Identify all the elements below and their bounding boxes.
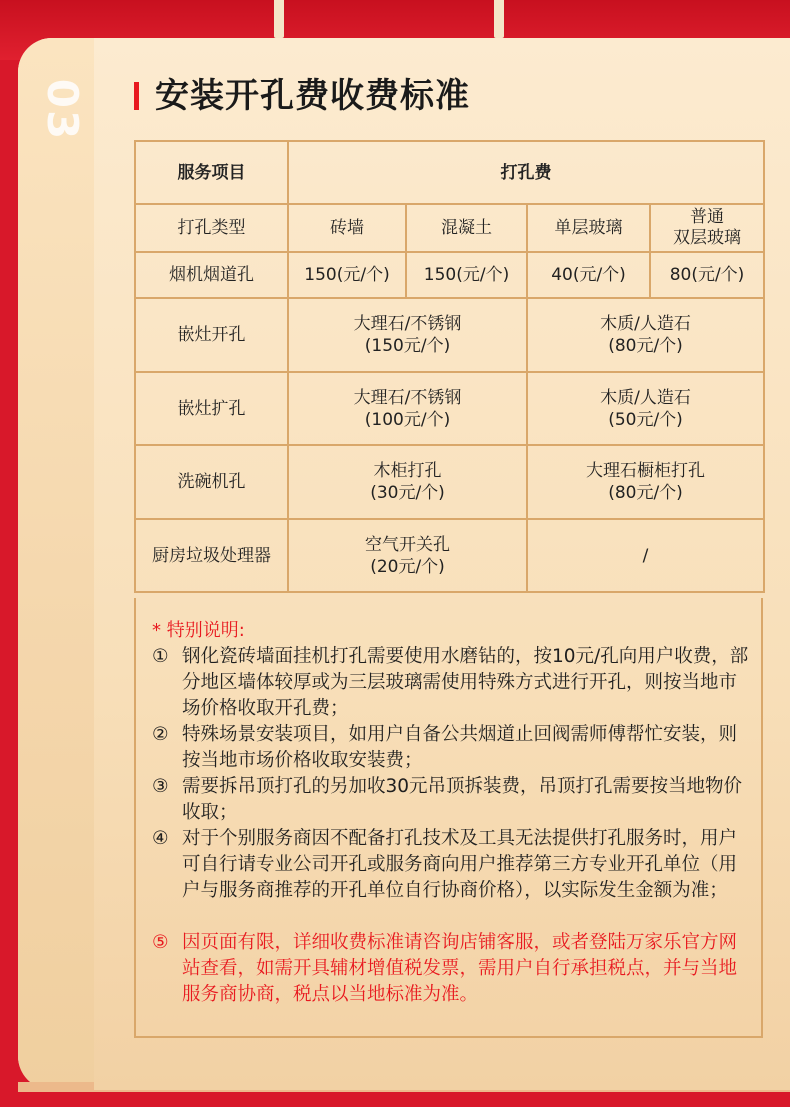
note-item [152,644,752,722]
table-subheader-row [135,204,764,252]
row-label: 厨房垃圾处理器 [135,519,288,592]
subheader-cell: 砖墙 [288,204,406,252]
side-strip [18,38,94,1090]
ribbon-line [494,0,504,38]
table-cell: 大理石/不锈钢 (100元/个) [288,372,527,445]
row-label: 洗碗机孔 [135,445,288,519]
note-text: 对于个别服务商因不配备打孔技术及工具无法提供打孔服务时，用户可自行请专业公司开孔或服务商向用户推荐第三方专业开孔单位（用户与服务商推荐的开孔单位自行协商价格），以实际发生金额为准； [182,828,738,901]
table-cell: 空气开关孔 (20元/个) [288,519,527,592]
subheader-cell: 打孔类型 [135,204,288,252]
fee-table [134,140,765,593]
table-row [135,519,764,592]
table-cell: 木质/人造石 (80元/个) [527,298,764,372]
table-row [135,298,764,372]
table-row [135,372,764,445]
note-number: ① [152,646,169,667]
table-header-row [135,141,764,204]
table-cell: 大理石/不锈钢 (150元/个) [288,298,527,372]
header-drilling-fee: 打孔费 [288,141,764,204]
table-cell: 40(元/个) [527,252,650,298]
note-text: 因页面有限，详细收费标准请咨询店铺客服，或者登陆万家乐官方网站查看，如需开具辅材增值税发票，需用户自行承担税点，并与当地服务商协商，税点以当地标准为准。 [182,932,738,1005]
notes-box [134,598,763,1038]
table-cell: 木柜打孔 (30元/个) [288,445,527,519]
title-accent-bar [134,82,139,110]
page-title: 安装开孔费收费标准 [155,76,470,116]
note-item [152,826,752,904]
subheader-cell: 普通 双层玻璃 [650,204,764,252]
table-cell: 木质/人造石 (50元/个) [527,372,764,445]
note-item [152,722,752,774]
notes-title: * 特别说明: [152,620,245,641]
table-row [135,252,764,298]
subheader-cell: 单层玻璃 [527,204,650,252]
table-row [135,445,764,519]
row-label: 嵌灶开孔 [135,298,288,372]
note-text: 需要拆吊顶打孔的另加收30元吊顶拆装费，吊顶打孔需要按当地物价收取； [182,776,743,823]
note-number: ③ [152,776,169,797]
section-number: 03 [38,78,87,142]
note-number: ④ [152,828,169,849]
note-item-highlight [152,930,752,1008]
note-number: ⑤ [152,932,169,953]
note-text: 特殊场景安装项目，如用户自备公共烟道止回阀需师傅帮忙安装，则按当地市场价格收取安装费； [182,724,738,771]
ribbon-line [274,0,284,38]
table-cell: 80(元/个) [650,252,764,298]
note-text: 钢化瓷砖墙面挂机打孔需要使用水磨钻的，按10元/孔向用户收费，部分地区墙体较厚或为三层玻璃需使用特殊方式进行开孔，则按当地市场价格收取开孔费； [182,646,749,719]
note-item [152,774,752,826]
row-label: 嵌灶扩孔 [135,372,288,445]
table-cell: / [527,519,764,592]
row-label: 烟机烟道孔 [135,252,288,298]
table-cell: 150(元/个) [406,252,527,298]
table-cell: 150(元/个) [288,252,406,298]
table-cell: 大理石橱柜打孔 (80元/个) [527,445,764,519]
subheader-cell: 混凝土 [406,204,527,252]
header-service-item: 服务项目 [135,141,288,204]
note-number: ② [152,724,169,745]
